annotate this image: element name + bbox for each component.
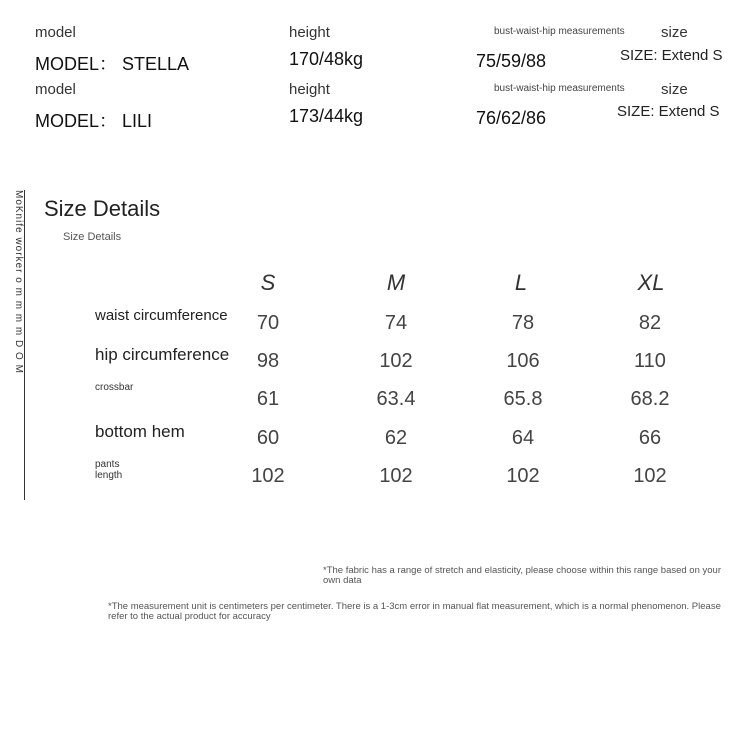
side-vertical-text: MoKnife worker o m m m m D O M bbox=[13, 190, 24, 374]
row-label: crossbar bbox=[95, 382, 134, 393]
model-label: model bbox=[35, 24, 76, 41]
table-cell: 60 bbox=[256, 427, 280, 449]
size-header-m: M bbox=[386, 270, 406, 295]
model-size: SIZE: Extend S bbox=[617, 103, 720, 120]
section-subtitle: Size Details bbox=[63, 231, 122, 243]
side-divider bbox=[24, 190, 25, 500]
table-cell: 62 bbox=[384, 427, 408, 449]
table-cell: 102 bbox=[251, 465, 285, 487]
fabric-note: *The fabric has a range of stretch and elasticity, please choose within this range based on your own data bbox=[323, 565, 721, 586]
table-cell: 102 bbox=[379, 350, 413, 372]
model-measurements: 75/59/88 bbox=[476, 51, 547, 71]
table-cell: 102 bbox=[379, 465, 413, 487]
table-cell: 102 bbox=[506, 465, 540, 487]
table-cell: 78 bbox=[511, 312, 535, 334]
model-size: SIZE: Extend S bbox=[620, 47, 723, 64]
model-height: 170/48kg bbox=[289, 49, 364, 69]
row-label: pants length bbox=[95, 459, 123, 481]
measurements-label: bust-waist-hip measurements bbox=[494, 26, 625, 37]
table-cell: 63.4 bbox=[376, 388, 416, 410]
model-label: model bbox=[35, 81, 76, 98]
size-label: size bbox=[661, 81, 688, 98]
table-cell: 74 bbox=[384, 312, 408, 334]
table-cell: 61 bbox=[256, 388, 280, 410]
row-label: bottom hem bbox=[95, 422, 185, 441]
height-label: height bbox=[289, 81, 330, 98]
table-cell: 66 bbox=[638, 427, 662, 449]
height-label: height bbox=[289, 24, 330, 41]
size-header-s: S bbox=[260, 270, 276, 295]
measurement-note: *The measurement unit is centimeters per centimeter. There is a 1-3cm error in manual flat measurement, which is a normal phenomenon. Please refer to the actual product for accuracy bbox=[108, 601, 721, 622]
table-cell: 98 bbox=[256, 350, 280, 372]
model-height: 173/44kg bbox=[289, 106, 364, 126]
model-name: MODEL： STELLA bbox=[35, 54, 190, 74]
row-label: waist circumference bbox=[95, 307, 228, 324]
table-cell: 70 bbox=[256, 312, 280, 334]
table-cell: 110 bbox=[634, 350, 666, 372]
model-name: MODEL： LILI bbox=[35, 111, 153, 131]
section-title: Size Details bbox=[44, 196, 161, 221]
row-label: hip circumference bbox=[95, 345, 230, 364]
table-cell: 64 bbox=[511, 427, 535, 449]
table-cell: 68.2 bbox=[630, 388, 670, 410]
table-cell: 102 bbox=[633, 465, 667, 487]
table-cell: 82 bbox=[638, 312, 662, 334]
table-cell: 65.8 bbox=[503, 388, 543, 410]
model-measurements: 76/62/86 bbox=[476, 108, 547, 128]
table-cell: 106 bbox=[506, 350, 540, 372]
measurements-label: bust-waist-hip measurements bbox=[494, 83, 625, 94]
size-header-xl: XL bbox=[637, 270, 665, 295]
size-header-l: L bbox=[514, 270, 528, 295]
size-label: size bbox=[661, 24, 688, 41]
